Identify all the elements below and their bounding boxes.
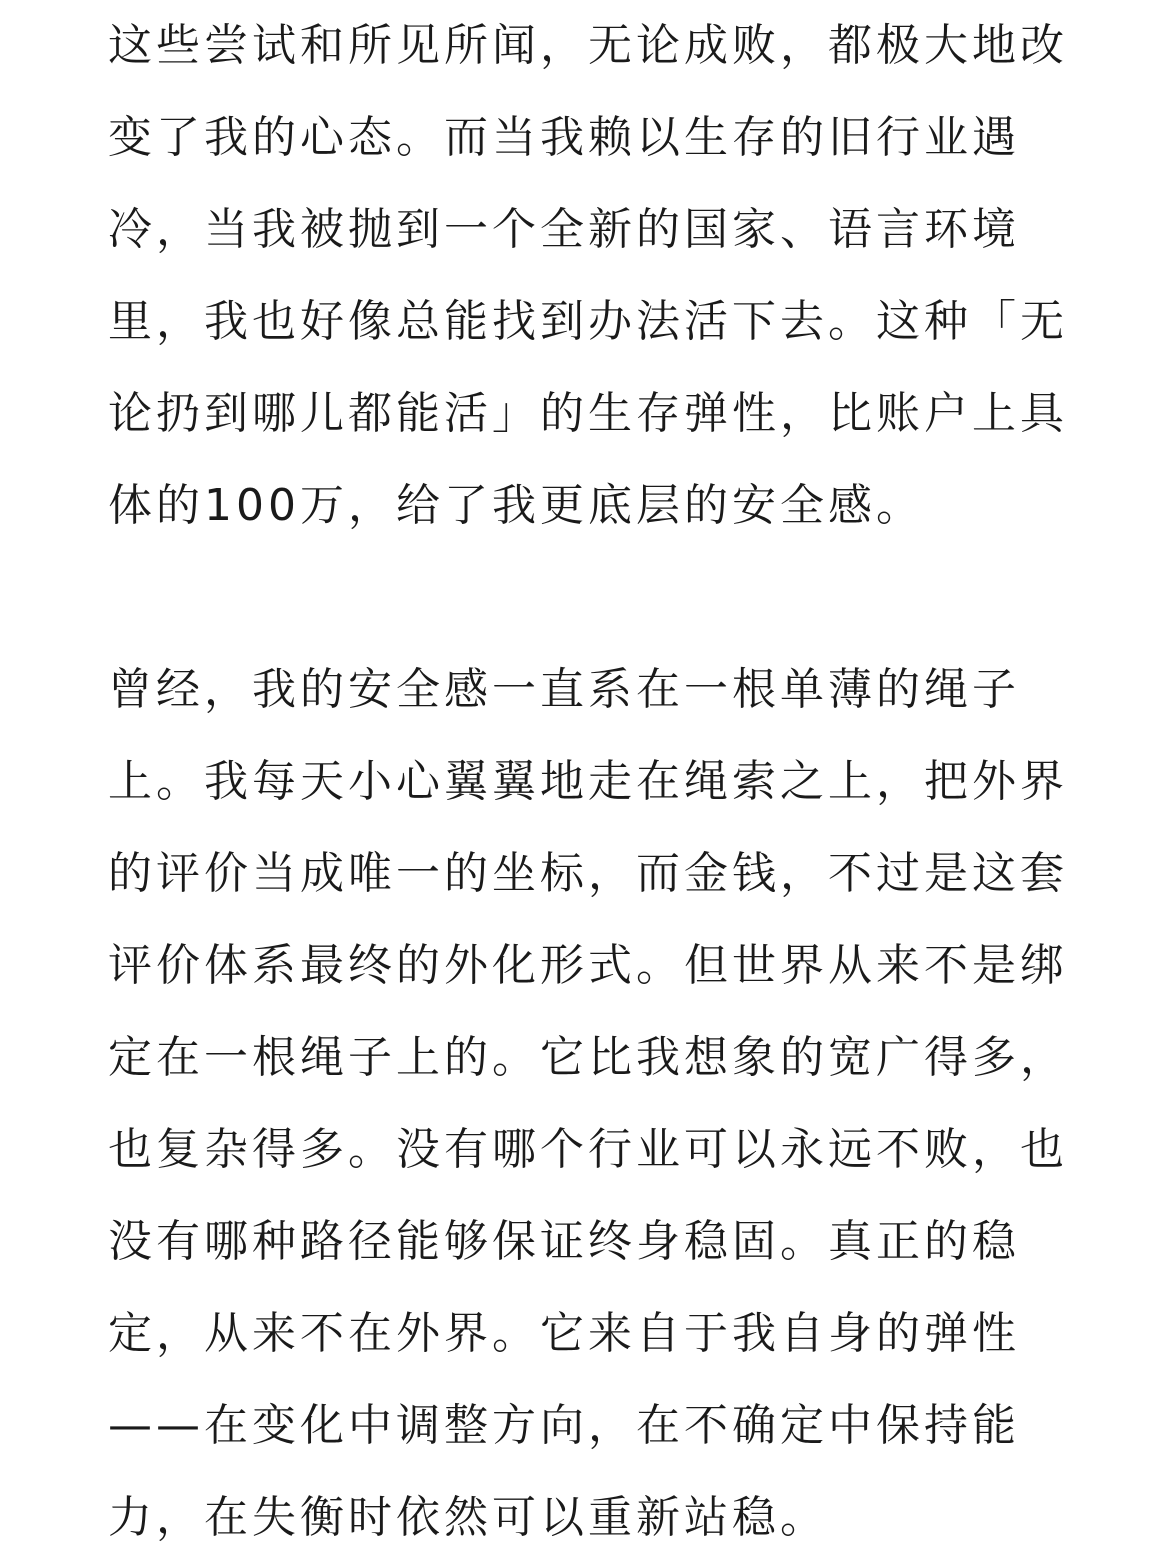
text-line: 体的100万，给了我更底层的安全感。 bbox=[108, 480, 924, 531]
text-line: 定在一根绳子上的。它比我想象的宽广得多， bbox=[108, 1032, 1068, 1083]
text-line: 评价体系最终的外化形式。但世界从来不是绑 bbox=[108, 940, 1068, 991]
text-line: 这些尝试和所见所闻，无论成败，都极大地改 bbox=[108, 20, 1068, 71]
text-line: 没有哪种路径能够保证终身稳固。真正的稳 bbox=[108, 1216, 1020, 1267]
text-line: 的评价当成唯一的坐标，而金钱，不过是这套 bbox=[108, 848, 1068, 899]
text-line: 力，在失衡时依然可以重新站稳。 bbox=[108, 1492, 828, 1543]
text-line: 论扔到哪儿都能活」的生存弹性，比账户上具 bbox=[108, 388, 1068, 439]
text-line: 曾经，我的安全感一直系在一根单薄的绳子 bbox=[108, 664, 1020, 715]
text-line: ——在变化中调整方向，在不确定中保持能 bbox=[108, 1400, 1020, 1451]
text-line: 上。我每天小心翼翼地走在绳索之上，把外界 bbox=[108, 756, 1068, 807]
text-line: 也复杂得多。没有哪个行业可以永远不败，也 bbox=[108, 1124, 1068, 1175]
paragraph-2 bbox=[108, 644, 1068, 1564]
text-line: 定，从来不在外界。它来自于我自身的弹性 bbox=[108, 1308, 1020, 1359]
text-line: 变了我的心态。而当我赖以生存的旧行业遇 bbox=[108, 112, 1020, 163]
paragraph-1 bbox=[108, 0, 1068, 552]
text-line: 里，我也好像总能找到办法活下去。这种「无 bbox=[108, 296, 1068, 347]
text-line: 冷，当我被抛到一个全新的国家、语言环境 bbox=[108, 204, 1020, 255]
